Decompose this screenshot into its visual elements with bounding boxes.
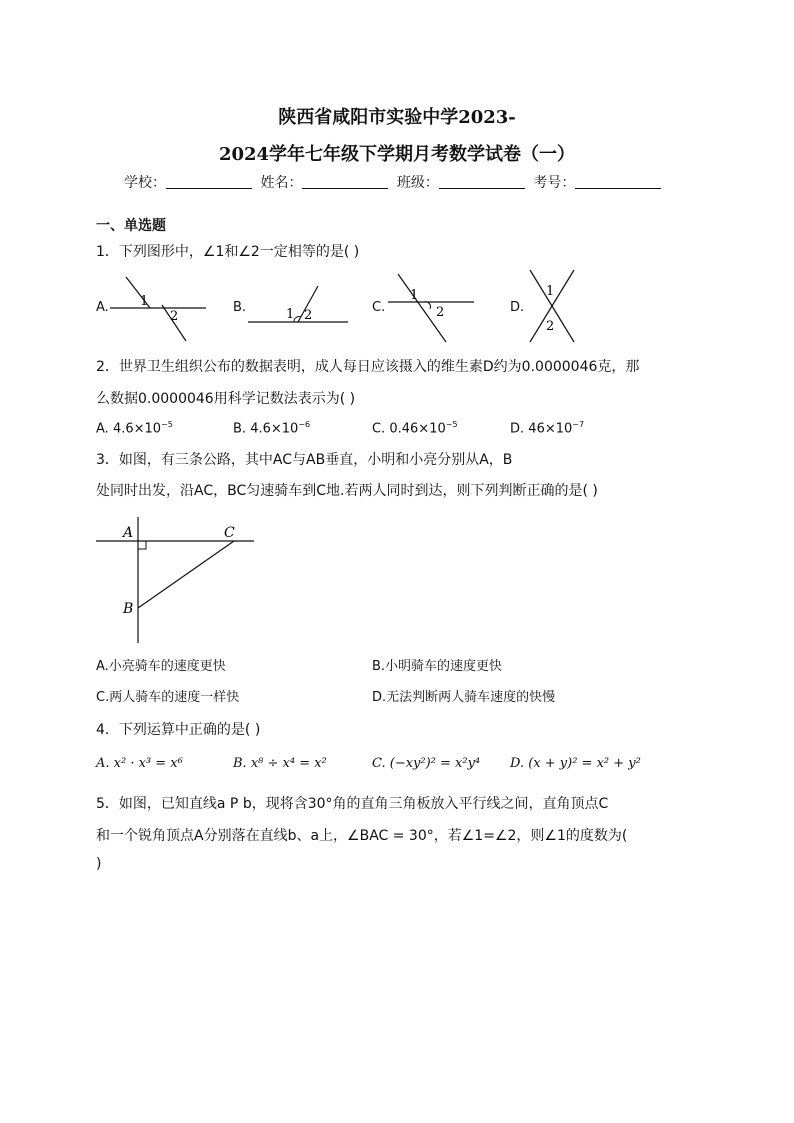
q1c-angle-1: 1 xyxy=(410,288,419,303)
q2-option-a-label: A. xyxy=(96,421,109,437)
q4-option-d[interactable]: D. (x + y)² = x² + y² xyxy=(510,756,641,771)
q4-text: 4．下列运算中正确的是( ) xyxy=(96,722,261,738)
q1-option-b-label[interactable]: B. xyxy=(233,300,247,315)
q3-point-a: A xyxy=(123,525,134,541)
exam-number-label: 考号： xyxy=(533,175,576,191)
class-blank[interactable] xyxy=(439,174,525,189)
q2-option-b-label: B. xyxy=(233,421,247,437)
q1-option-c-label[interactable]: C. xyxy=(372,300,386,315)
school-label: 学校： xyxy=(124,175,166,191)
q1-figure-d xyxy=(524,268,580,344)
q5-text-line3: ) xyxy=(96,856,102,872)
title-line-1: 陕西省咸阳市实验中学2023- xyxy=(278,107,516,128)
q1b-angle-2: 2 xyxy=(304,308,313,323)
q2-option-a[interactable] xyxy=(96,420,173,436)
q2-text-line2: 么数据0.0000046用科学记数法表示为( ) xyxy=(96,391,356,407)
q2-option-d-base: 46×10 xyxy=(528,421,573,437)
q2-option-b[interactable] xyxy=(233,420,310,436)
q1-figure-c xyxy=(386,270,478,345)
q1a-angle-1: 1 xyxy=(140,294,149,309)
q3-text-line1: 3．如图，有三条公路，其中AC与AB垂直，小明和小亮分别从A，B xyxy=(96,452,513,468)
q3-figure xyxy=(92,515,262,647)
school-blank[interactable] xyxy=(166,174,252,189)
q1d-angle-1: 1 xyxy=(546,284,555,299)
q5-text-line2: 和一个锐角顶点A分别落在直线b、a上，∠BAC = 30°，若∠1=∠2，则∠1的度数为( xyxy=(96,828,628,844)
q2-option-c-base: 0.46×10 xyxy=(389,421,446,437)
q4-option-b[interactable]: B. x⁸ ÷ x⁴ = x² xyxy=(233,756,327,771)
title-line-2: 2024学年七年级下学期月考数学试卷（一） xyxy=(218,144,576,165)
q1b-angle-1: 1 xyxy=(286,307,295,322)
q3-option-a[interactable]: A.小亮骑车的速度更快 xyxy=(96,659,226,674)
q3-point-b: B xyxy=(123,601,134,617)
q5-text-line1: 5．如图，已知直线a P b，现将含30°角的直角三角板放入平行线之间，直角顶点C xyxy=(96,796,609,812)
q3-option-c[interactable]: C.两人骑车的速度一样快 xyxy=(96,690,240,705)
name-label: 姓名： xyxy=(260,175,303,191)
q2-option-c[interactable] xyxy=(372,420,458,436)
q2-option-a-base: 4.6×10 xyxy=(112,421,162,437)
q1-option-d-label[interactable]: D. xyxy=(510,300,525,315)
q2-option-a-exp: −5 xyxy=(161,420,173,429)
name-blank[interactable] xyxy=(302,174,388,189)
q2-option-c-exp: −5 xyxy=(445,420,458,429)
q1c-angle-2: 2 xyxy=(436,305,445,320)
q2-option-d[interactable] xyxy=(510,420,584,436)
q1d-angle-2: 2 xyxy=(546,319,555,334)
q1-figure-a xyxy=(110,275,210,345)
q1-option-a-label[interactable]: A. xyxy=(96,300,109,315)
q3-text-line2: 处同时出发，沿AC，BC匀速骑车到C地.若两人同时到达，则下列判断正确的是( ) xyxy=(96,483,598,499)
q4-option-c[interactable]: C. (−xy²)² = x²y⁴ xyxy=(372,756,481,771)
q2-option-b-base: 4.6×10 xyxy=(250,421,299,437)
q3-point-c: C xyxy=(224,525,235,541)
q4-option-a[interactable]: A. x² · x³ = x⁶ xyxy=(96,756,183,771)
q3-option-b[interactable]: B.小明骑车的速度更快 xyxy=(372,659,503,674)
q3-option-d[interactable]: D.无法判断两人骑车速度的快慢 xyxy=(372,690,556,705)
q2-option-b-exp: −6 xyxy=(298,420,311,429)
q2-text-line1: 2．世界卫生组织公布的数据表明，成人每日应该摄入的维生素D约为0.0000046克，那 xyxy=(96,359,640,375)
student-info-fields xyxy=(124,172,665,192)
q1-figure-b xyxy=(246,282,351,330)
q2-option-d-label: D. xyxy=(510,421,525,437)
q1-text: 1．下列图形中，∠1和∠2一定相等的是( ) xyxy=(96,244,360,260)
class-label: 班级： xyxy=(396,175,439,191)
q2-option-d-exp: −7 xyxy=(572,420,585,429)
q2-option-c-label: C. xyxy=(372,421,386,437)
q1a-angle-2: 2 xyxy=(170,309,179,324)
section-title: 一、单选题 xyxy=(96,218,166,234)
exam-number-blank[interactable] xyxy=(575,174,661,189)
